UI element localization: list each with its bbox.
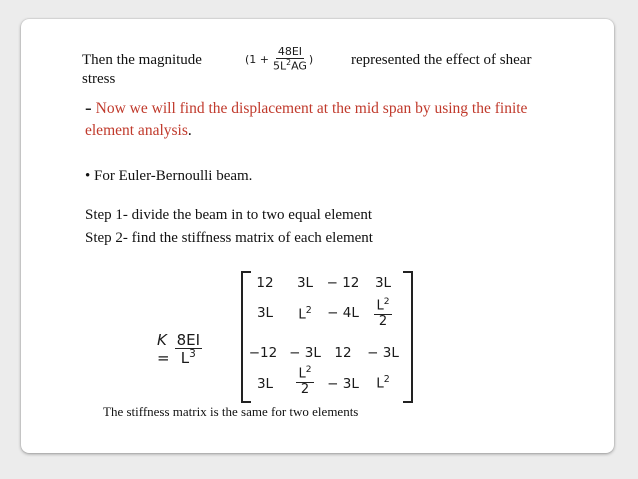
k-equals: K =	[157, 331, 170, 367]
formula-denominator: $5L^2AG$	[273, 58, 307, 73]
intro-cont: stress	[82, 71, 116, 87]
period: .	[187, 122, 192, 139]
matrix-coefficient	[157, 331, 202, 367]
m-r1c3: − 12	[326, 275, 360, 291]
m-r4c4: $L^2$	[376, 374, 390, 392]
dash-marker: -	[85, 97, 92, 119]
m-r3c2: − 3L	[289, 345, 321, 361]
m-r3c1: −12	[248, 345, 278, 361]
red-line2: element analysis	[85, 122, 188, 139]
m-r2c1: 3L	[256, 305, 274, 321]
m-r2c3: − 4L	[327, 305, 359, 321]
m-r1c4: 3L	[374, 275, 392, 291]
m-r4c2: $\frac{L^2}{2}$	[298, 365, 312, 397]
m-r3c3: 12	[334, 345, 352, 361]
m-r2c4: $\frac{L^2}{2}$	[376, 297, 390, 329]
coef-denominator: $L^3$	[180, 348, 196, 367]
m-r4c1: 3L	[256, 376, 274, 392]
intro-after: represented the effect of shear	[351, 52, 532, 68]
shear-formula	[245, 46, 313, 73]
footnote: The stiffness matrix is the same for two elements	[103, 404, 359, 419]
red-paragraph-line2	[85, 122, 192, 140]
right-bracket	[403, 271, 413, 403]
red-paragraph-line1	[85, 97, 527, 120]
intro-text	[82, 52, 202, 69]
bullet-text: For Euler-Bernoulli beam.	[94, 168, 253, 184]
m-r3c4: − 3L	[367, 345, 399, 361]
m-r1c1: 12	[256, 275, 274, 291]
formula-fraction	[271, 46, 309, 73]
formula-numerator: 48EI	[277, 45, 303, 58]
coef-fraction	[175, 332, 202, 367]
coef-numerator: 8EI	[176, 330, 201, 349]
bullet-line	[85, 168, 252, 185]
step-1: Step 1- divide the beam in to two equal element	[85, 207, 373, 223]
step-2: Step 2- find the stiffness matrix of each element	[85, 230, 373, 246]
m-r2c2: $L^2$	[298, 305, 312, 323]
m-r1c2: 3L	[296, 275, 314, 291]
intro-before: Then the magnitude	[82, 52, 202, 68]
bullet-icon: •	[85, 168, 91, 184]
slide	[21, 19, 614, 453]
formula-open: (1 +	[245, 52, 270, 66]
m-r4c3: − 3L	[327, 376, 359, 392]
red-line1: Now we will find the displacement at the mid span by using the finite	[95, 100, 528, 117]
formula-close: )	[308, 52, 314, 66]
